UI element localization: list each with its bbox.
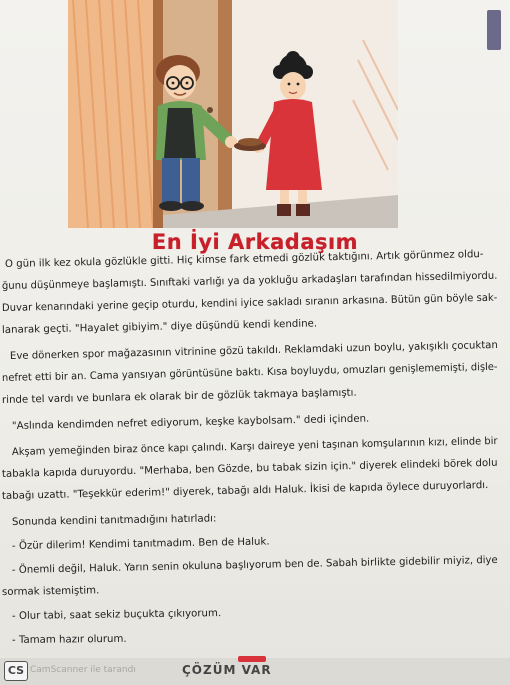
story-line: ğunu düşünmeye başlamıştı. Sınıftaki varlığı ya da yokluğu arkadaşları tarafından hissedilmiyordu. <box>1 270 498 292</box>
story-line: Eve dönerken spor mağazasının vitrinine gözü takıldı. Reklamdaki uzun boylu, yakışıklı çocuktan <box>9 339 498 362</box>
scanner-watermark-text: CamScanner ile tarandı <box>30 665 136 675</box>
story-line: nefret etti bir an. Cama yansıyan görüntüsüne baktı. Kısa boyluydu, omuzları genişlememişti, dişle- <box>1 361 498 384</box>
story-line: Akşam yemeğinden biraz önce kapı çalındı. Karşı daireye yeni taşınan komşularının kızı, elinde bir <box>11 435 498 458</box>
brand-accent <box>238 656 266 662</box>
story-line: tabağı uzattı. "Teşekkür ederim!" diyerek, tabağı aldı Haluk. İkisi de kapıda öylece duruyorlardı. <box>1 479 489 502</box>
story-line: rinde tel vardı ve bunlara ek olarak bir de gözlük takmaya başlamıştı. <box>1 387 357 406</box>
story-line: O gün ilk kez okula gözlükle gitti. Hiç kimse fark etmedi gözlük taktığını. Artık görünmez oldu- <box>4 248 484 270</box>
story-line: tabakla kapıda duruyordu. "Merhaba, ben Gözde, bu tabak sizin için." diyerek elindeki börek dolu <box>1 457 498 480</box>
story-line: Duvar kenarındaki yerine geçip oturdu, kendini iyice sakladı sıranın arkasına. Bütün gün böyle sak- <box>1 292 498 314</box>
story-title: En İyi Arkadaşım <box>151 230 359 254</box>
story-line: - Tamam hazır olurum. <box>11 633 127 646</box>
publisher-brand: ÇÖZÜM VAR <box>182 663 272 677</box>
story-line: - Özür dilerim! Kendimi tanıtmadım. Ben de Haluk. <box>11 536 270 552</box>
story-line: - Önemli değil, Haluk. Yarın senin okuluna başlıyorum ben de. Sabah birlikte gidebilir miyiz, diye <box>11 554 498 576</box>
story-line: Sonunda kendini tanıtmadığını hatırladı: <box>11 513 217 528</box>
page-edge-tab <box>487 10 501 50</box>
story-line: "Aslında kendimden nefret ediyorum, keşke kaybolsam." dedi içinden. <box>11 413 370 432</box>
camscanner-logo: CS <box>4 661 28 681</box>
story-line: lanarak geçti. "Hayalet gibiyim." diye düşündü kendi kendine. <box>1 318 318 336</box>
story-line: sormak istemiştim. <box>1 585 100 598</box>
story-line: - Olur tabi, saat sekiz buçukta çıkıyorum. <box>11 608 222 622</box>
children-at-door-illustration <box>68 0 398 228</box>
